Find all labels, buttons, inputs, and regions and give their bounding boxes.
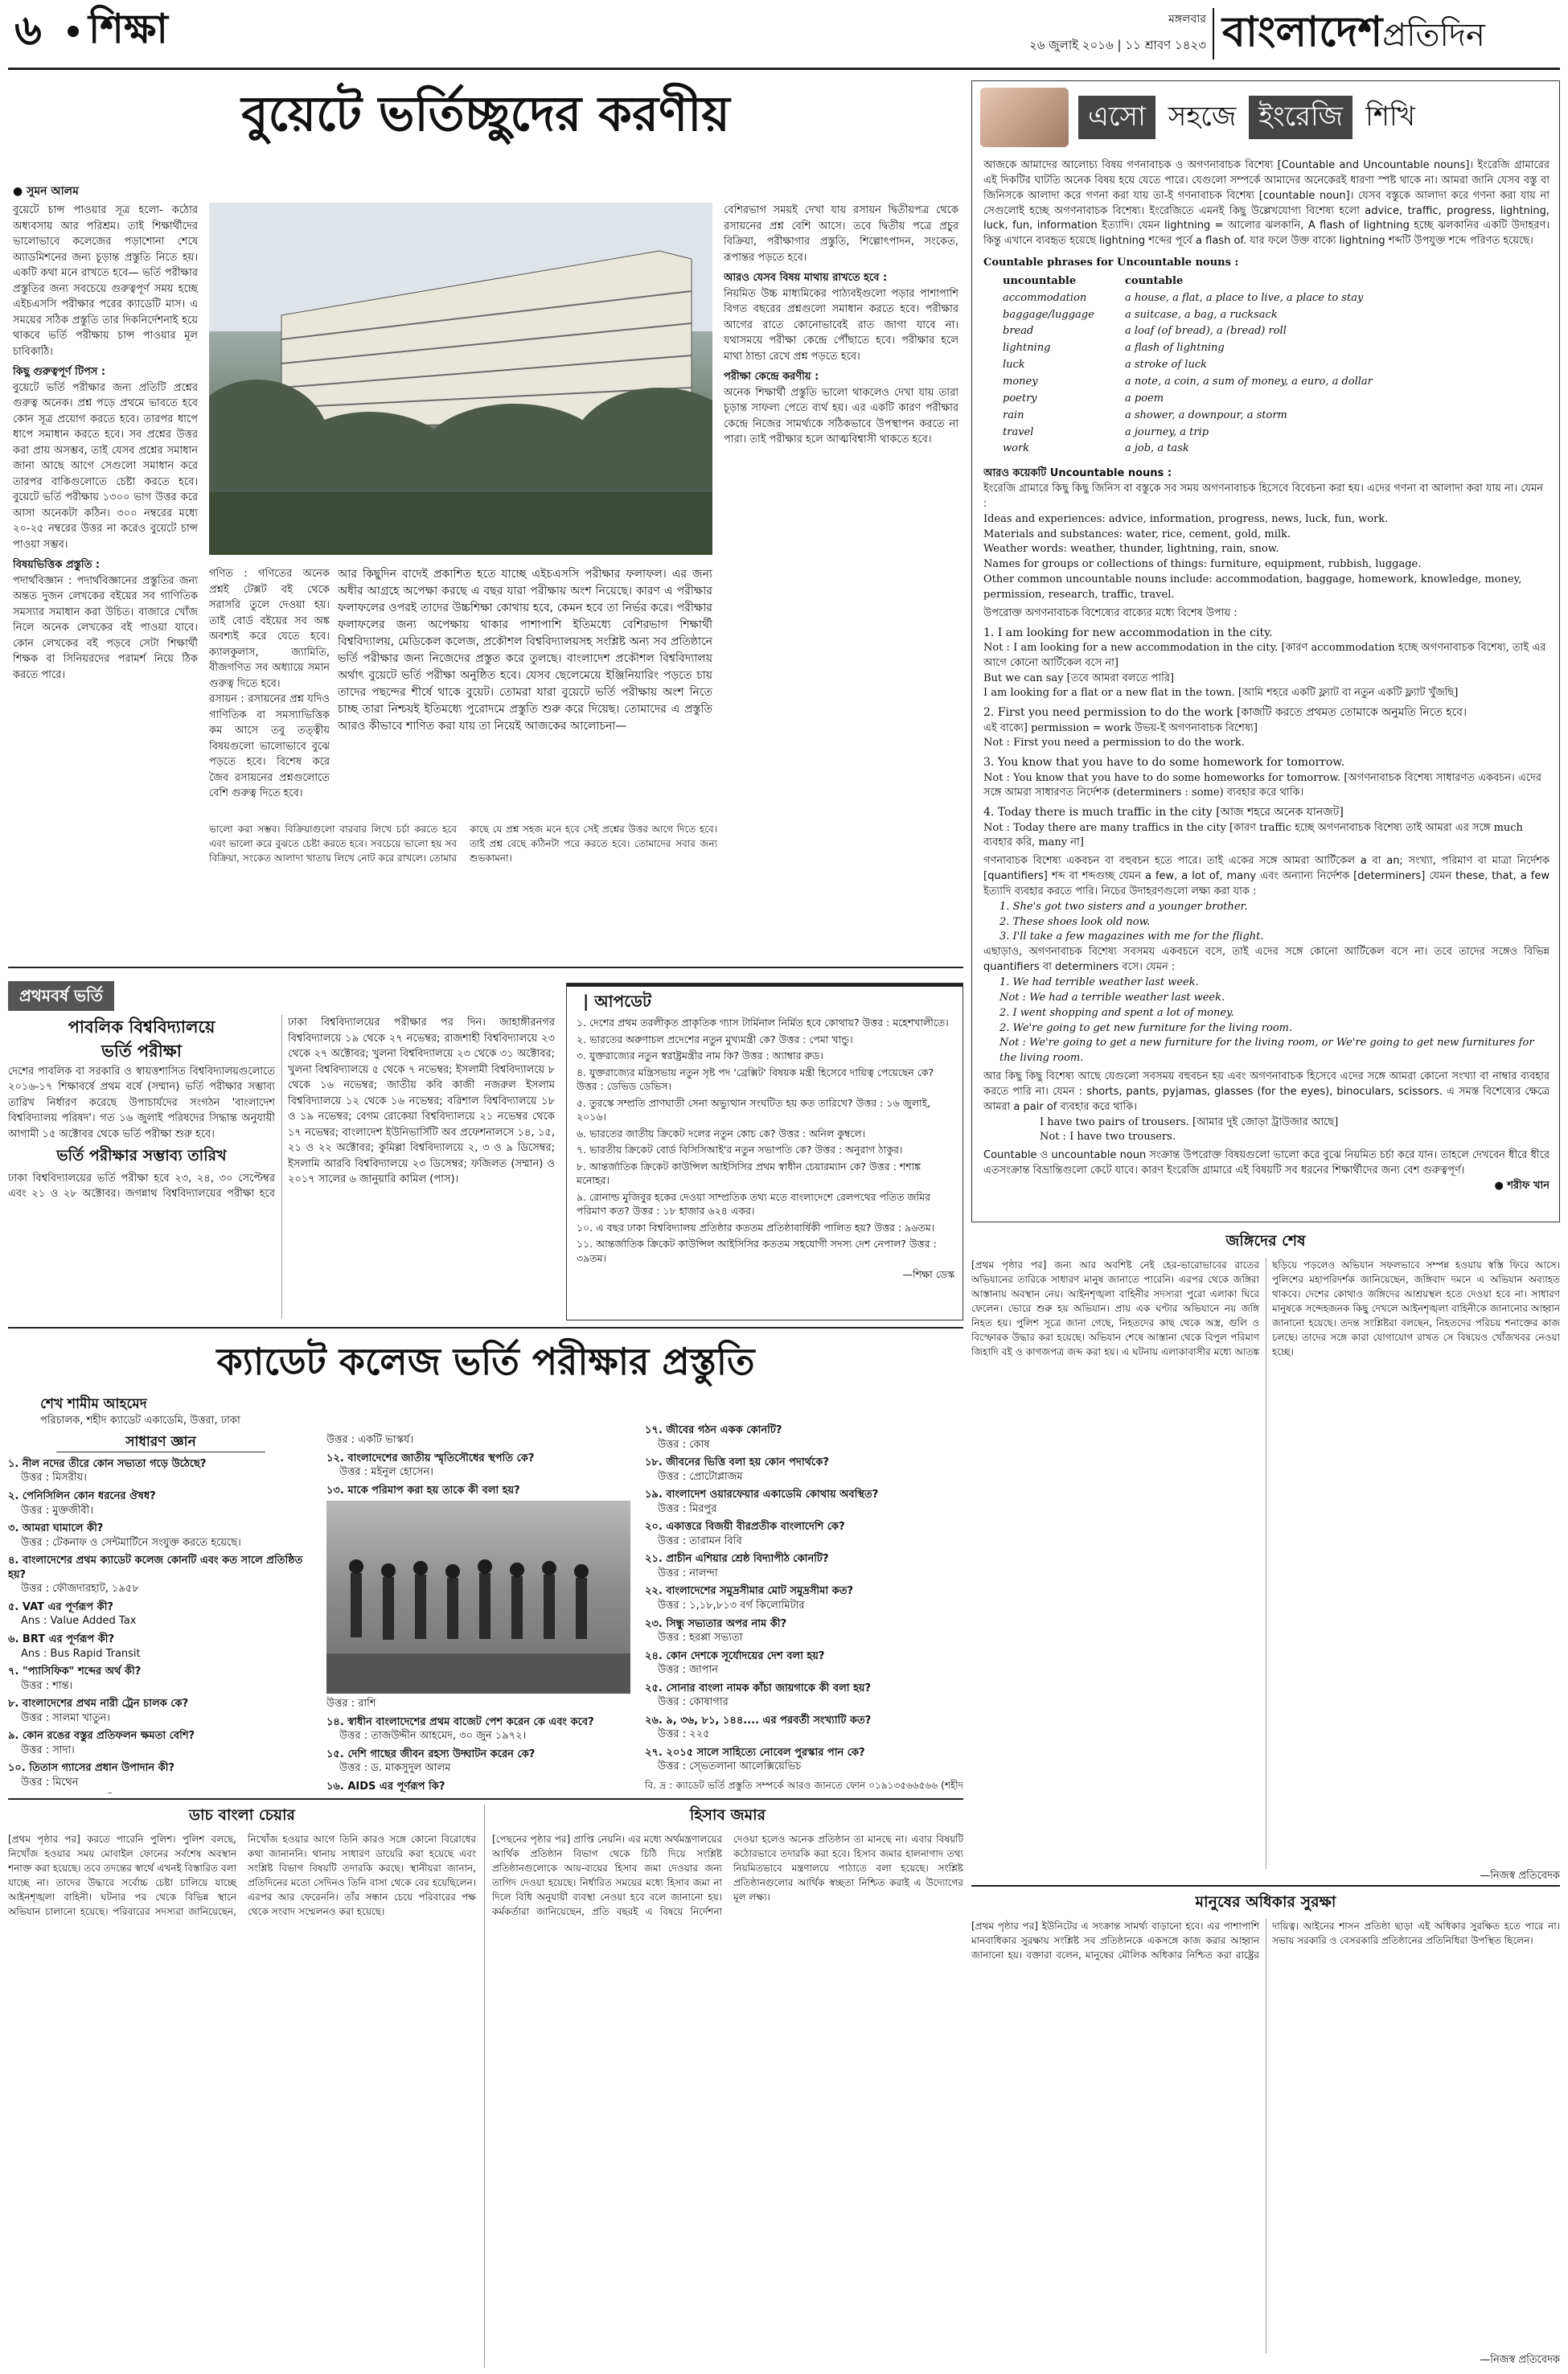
answer: Ans : Bus Rapid Transit	[21, 1647, 141, 1660]
cadet-article	[8, 1327, 963, 1793]
question: ২০. একাত্তরে বিজয়ী বীরপ্রতীক বাংলাদেশি কে?	[645, 1521, 845, 1534]
eng-outro: Countable ও uncountable noun সংক্রান্ত উপরোক্ত বিষয়গুলো ভালো করে বুঝে নিয়মিত চর্চা করে যান। তাহলে দেখবেন ধীরে ধীরে এতসংক্রান্ত বিভ্রান্তিগুলো কেটে যাবে। কারণ ইংরেজি গ্রামারে এই বিষয়টি সব ধরনের শিক্ষার্থীদের জন্য বেশ গুরুত্বপূর্ণ।	[983, 1149, 1550, 1177]
cnt-cell: a suitcase, a bag, a rucksack	[1125, 308, 1278, 321]
materials-line: Materials and substances: water, rice, cement, gold, milk.	[983, 528, 1291, 540]
question: ২৪. কোন দেশকে সূর্যোদয়ের দেশ বলা হয়?	[645, 1649, 825, 1662]
masthead	[0, 0, 1568, 71]
unc-cell: baggage/luggage	[1003, 308, 1094, 321]
list-item: ৪. যুক্তরাজ্যের মন্ত্রিসভায় নতুন সৃষ্ট পদ 'ব্রেক্সিট' বিষয়ক মন্ত্রী হিসেবে দায়িত্ব পেয়েছেন কে? উত্তর : ডেভিড ডেভিস।	[577, 1066, 934, 1092]
english-box-body	[983, 158, 1550, 1217]
list-item: ৩. যুক্তরাজ্যের নতুন স্বরাষ্ট্রমন্ত্রীর নাম কি? উত্তর : অ্যাম্বার রুড।	[577, 1049, 823, 1062]
question: ১. নীল নদের তীরে কোন সভ্যতা গড়ে উঠেছে?	[8, 1457, 207, 1470]
qa-item	[8, 1457, 314, 1485]
qa-item	[645, 1584, 963, 1612]
admission-subhead: ভর্তি পরীক্ষার সম্ভাব্য তারিখ	[56, 1147, 227, 1165]
rights-heading: মানুষের অধিকার সুরক্ষা	[1195, 1893, 1336, 1911]
question: ২৫. সোনার বাংলা নামক কাঁচা জায়গাকে কী বলা হয়?	[645, 1682, 872, 1694]
answer: উত্তর : স্ভেতলানা আলেক্সিয়েভিচ	[658, 1760, 802, 1773]
col-uncountable: uncountable	[1003, 274, 1077, 287]
example-4-not: Not : Today there are many traffics in the city [কারণ traffic হচ্ছে অগণনাবাচক বিশেষ্য তাই আমরা এর সঙ্গে much ব্যবহার করি, many না]	[983, 821, 1523, 849]
example-1-not: Not : I am looking for a new accommodation in the city. [কারণ accommodation হচ্ছে অগণনাবাচক বিশেষ্য, তাই এর আগে কোনো আর্টিকেল বসে না]	[983, 641, 1546, 669]
building-illustration	[209, 203, 712, 555]
unc-cell: accommodation	[1003, 291, 1087, 304]
cnt-cell: a loaf (of bread), a (bread) roll	[1125, 325, 1287, 338]
english-box-header	[972, 81, 1559, 154]
buet-col-1	[13, 203, 198, 943]
unc-cell: work	[1003, 442, 1030, 455]
admission-body	[8, 1015, 555, 1319]
hisab-heading: হিসাব জমার	[689, 1806, 766, 1824]
question: ১৪. স্বাধীন বাংলাদেশের প্রথম বাজেট পেশ করেন কে এবং কবে?	[326, 1715, 594, 1728]
unc-cell: bread	[1003, 325, 1034, 338]
cnt-cell: a journey, a trip	[1125, 425, 1209, 438]
example-1c: I am looking for a flat or a new flat in the town. [আমি শহরে একটি ফ্ল্যাট বা নতুন একটি ফ্ল্যাট খুঁজছি]	[983, 687, 1459, 700]
answer: উত্তর : জাপান	[658, 1664, 718, 1677]
question: ৮. বাংলাদেশের প্রথম নারী ট্রেন চালক কে?	[8, 1698, 189, 1711]
question: ৭. "প্যাসিফিক" শব্দের অর্থ কী?	[8, 1665, 142, 1678]
list-item: ২. ভারতের অরুণাচল প্রদেশের নতুন মুখ্যমন্ত্রী কে? উত্তর : পেমা খান্ডু।	[577, 1033, 853, 1045]
qa-item	[645, 1423, 963, 1452]
qa-item	[8, 1665, 314, 1693]
example-3: 3. You know that you have to do some homework for tomorrow.	[983, 756, 1345, 770]
answer: উত্তর : ১,১৮,৮১৩ বর্গ কিলোমিটার	[658, 1600, 805, 1612]
table-row	[1003, 291, 1377, 306]
hisab-article	[492, 1805, 963, 2368]
table-row	[1003, 375, 1377, 390]
ideas-line: Ideas and experiences: advice, information, progress, news, luck, fun, work.	[983, 512, 1389, 525]
trouser-not: Not : I have two trousers.	[1040, 1131, 1176, 1144]
rights-body: [প্রথম পৃষ্ঠার পর] ইউনিটের এ সংক্রান্ত সামর্থ্য বাড়ানো হবে। এর পাশাপাশি মানবাধিকার সুরক্ষায় সংশ্লিষ্ট সব প্রতিষ্ঠানকে একসঙ্গে কাজ করার আহ্বান জানানো হয়। বক্তারা বলেন, মানুষের মৌলিক অধিকার নিশ্চিত করা রাষ্ট্রের দায়িত্ব। আইনের শাসন প্রতিষ্ঠা ছাড়া এই অধিকার সুরক্ষিত হতে পারে না। সভায় সরকারি ও বেসরকারি প্রতিষ্ঠানের প্রতিনিধিরা উপস্থিত ছিলেন।	[971, 1920, 1560, 1961]
unc-cell: rain	[1003, 409, 1024, 421]
banner-word-3: ইংরেজি	[1249, 96, 1353, 138]
example-2: 2. First you need permission to do the work [কাজটি করতে প্রথমত তোমাকে অনুমতি নিতে হবে।	[983, 706, 1467, 720]
question: ১৯. বাংলাদেশ ওয়ারফেয়ার একাডেমি কোথায় অবস্থিত?	[645, 1489, 879, 1501]
answer: উত্তর : ফৌজদারহাট, ১৯৫৮	[21, 1583, 139, 1596]
answer: উত্তর : মিসরীয়।	[21, 1472, 87, 1485]
eng-intro: আজকে আমাদের আলোচ্য বিষয় গণনাবাচক ও অগণনাবাচক বিশেষ্য [Countable and Uncountable nouns]। ইংরেজি গ্রামারের এই দিকটির ঘাটতি অনেক বিষয় হয়ে যেতে পারে। যেগুলো সম্পর্কে আমাদের অনেকেরই ধারণা স্পষ্ট থাকে না। আমরা জানি যেসব বস্তু বা জিনিসকে আলাদা করে গণনা করা যায় তা-ই গণনাবাচক বিশেষ্য [countable noun]। যেসব বস্তুকে আলাদা করে গণনা করা যায় না সেগুলোই হচ্ছে অগণনাবাচক বিশেষ্য। ইংরেজিতে এমনই কিছু উল্লেখযোগ্য বিশেষ্য হলো advice, traffic, progress, lightning, luck, fun, information ইত্যাদি। যেমন lightning = আলোর ঝলকানি, A flash of lightning হচ্ছে ঝলকানির একটি উদাহরণ। কিন্তু এখানে ব্যবহৃত হয়েছে lightning শব্দের পূর্বে a flash of. যার ফলে উক্ত বাক্যে lightning শব্দটি উপযুক্ত শব্দে পরিণত হয়েছে।	[983, 159, 1550, 248]
answer: উত্তর : একটি ভাস্কর্য।	[326, 1434, 414, 1446]
cnt-cell: a flash of lightning	[1125, 342, 1225, 355]
qa-item	[8, 1522, 314, 1550]
c3-note: এছাড়াও, অগণনাবাচক বিশেষ্য সবসময় একবচনে বসে, তাই এদের সঙ্গে কোনো আর্টিকেল বসে না। তবে তাদের সঙ্গেও বিভিন্ন quantifiers বা determiners বসে। যেমন :	[983, 946, 1550, 974]
buet-building-photo	[209, 203, 712, 555]
qa-item	[8, 1761, 314, 1789]
table-row	[1003, 308, 1377, 323]
trouser-example: I have two pairs of trousers. [আমার দুই জোড়া ট্রাউজার আছে]	[1040, 1115, 1339, 1128]
student-avatar	[980, 88, 1069, 147]
answer: উত্তর : কোষ	[658, 1438, 710, 1451]
names-line: Names for groups or collections of things: furniture, equipment, rubbish, luggage.	[983, 558, 1422, 571]
question: ৯. কোন রঙের বস্তুর প্রতিফলন ক্ষমতা বেশি?	[8, 1730, 195, 1743]
cadet-col-2	[326, 1433, 632, 1793]
exam-heading: পরীক্ষা কেন্দ্রে করণীয় :	[724, 371, 819, 383]
cadet-col-1	[8, 1433, 314, 1793]
list-item: ৯. রোনাল্ড মুজিবুর হকের দেওয়া সাম্প্রতিক তথ্য মতে বাংলাদেশে রেলপথের পতিত জমির পরিমাণ কত? উত্তর : ১৮ হাজার ৬২৪ একর।	[577, 1190, 930, 1217]
c-example-4: 1. We had terrible weather last week.	[999, 976, 1199, 988]
example-1b: But we can say [তবে আমরা বলতে পারি]	[983, 672, 1175, 684]
question: ৩. আমরা ঘামালে কী?	[8, 1522, 104, 1535]
other-line: Other common uncountable nouns include: accommodation, baggage, homework, knowledge, money, permission, research, traffic, travel.	[983, 573, 1522, 601]
masthead-rule	[8, 68, 1560, 70]
answer: উত্তর : শান্ত।	[21, 1679, 73, 1692]
usage-note: উপরোক্ত অগণনাবাচক বিশেষ্যের বাক্যের মধ্যে বিশেষ উপায় :	[983, 606, 1238, 619]
answer: উত্তর : টেকনাফ ও সেন্টমার্টিনে সংযুক্ত করতে হয়েছে।	[21, 1536, 241, 1549]
issue-date: ২৬ জুলাই ২০১৬ | ১১ শ্রাবণ ১৪২৩	[1028, 38, 1206, 52]
banner-word-4: শিখি	[1365, 101, 1416, 133]
buet-lead: আর কিছুদিন বাদেই প্রকাশিত হতে যাচ্ছে এইচএসসি পরীক্ষার ফলাফল। এর জন্য অধীর আগ্রহে অপেক্ষা করছে এ বছর যারা পরীক্ষায় অংশ নিয়েছে। কারণ এ পরীক্ষার ফলাফলের ওপরই তাদের উচ্চশিক্ষা কোথায় হবে, কেমন হবে তা নির্ভর করে। পরীক্ষার ফলাফলের জন্য অপেক্ষায় থাকার পাশাপাশি ইতিমধ্যে বেশিরভাগ শিক্ষার্থী বিশ্ববিদ্যালয়, মেডিকেল কলেজ, প্রকৌশল বিশ্ববিদ্যালয়সহ সংশ্লিষ্ট অন্য সব প্রতিষ্ঠানে ভর্তি পরীক্ষার জন্য নিজেদের প্রস্তুত করে তুলছে। বাংলাদেশ প্রকৌশল বিশ্ববিদ্যালয় অর্থাৎ বুয়েটে ভর্তি পরীক্ষা অনুষ্ঠিত হবে। যেসব ছেলেমেয়ে ইঞ্জিনিয়ারিং পড়তে চায় তাদের পছন্দের শীর্ষে থাকে বুয়েট। তোমরা যারা বুয়েটে ভর্তি পরীক্ষায় অংশ নিতে চাচ্ছ তারা নিশ্চয়ই ইতিমধ্যে পুরোদমে প্রস্তুতি শুরু করে দিয়েছ। তোমাদের এ প্রস্তুতি আরও কীভাবে শাণিত করা যায় তা নিয়েই আজকের আলোচনা—	[338, 568, 712, 733]
parade-illustration	[326, 1501, 630, 1694]
update-tag: | আপডেট	[583, 992, 651, 1011]
more-intro: ইংরেজি গ্রামারে কিছু কিছু জিনিস বা বস্তুকে সব সময় অগণনাবাচক হিসেবে বিবেচনা করা হয়। এদের গণনা বা আলাদা করা যায় না। যেমন :	[983, 483, 1544, 510]
update-box	[566, 983, 963, 1320]
example-1: 1. I am looking for new accommodation in the city.	[983, 626, 1273, 639]
question: ১৬. AIDS এর পূর্ণরূপ কি?	[326, 1780, 445, 1793]
question: ১২. বাংলাদেশের জাতীয় স্মৃতিসৌধের স্থপতি কে?	[326, 1452, 535, 1464]
daak-heading: ডাচ বাংলা চেয়ার	[188, 1806, 296, 1824]
c-example-5: 2. I went shopping and spent a lot of money.	[999, 1006, 1234, 1019]
phrases-heading: Countable phrases for Uncountable nouns :	[983, 257, 1239, 269]
cadet-headline: ক্যাডেট কলেজ ভর্তি পরীক্ষার প্রস্তুতি	[216, 1340, 755, 1383]
question: ২২. বাংলাদেশের সমুদ্রসীমার মোট সমুদ্রসীমা কত?	[645, 1585, 854, 1598]
question: ২৬. ৯, ৩৬, ৮১, ১৪৪.... এর পরবর্তী সংখ্যাটি কত?	[645, 1714, 872, 1727]
question: ১৮. জীবনের ভিত্তি বলা হয় কোন পদার্থকে?	[645, 1456, 829, 1469]
update-tag-text: আপডেট	[594, 992, 651, 1011]
example-4: 4. Today there is much traffic in the city [আজ শহরে অনেক যানজট]	[983, 806, 1344, 819]
rights-article	[971, 1891, 1560, 2366]
qa-item	[645, 1456, 963, 1484]
table-row	[1003, 392, 1377, 407]
c-example-4-not: Not : We had a terrible weather last week.	[999, 991, 1225, 1004]
answer: উত্তর : ড. মাকসুদুল আলম	[339, 1762, 451, 1775]
paper-name-suffix: প্রতিদিন	[1382, 17, 1485, 54]
column-divider	[484, 1805, 485, 2368]
cnt-cell: a shower, a downpour, a storm	[1125, 409, 1287, 421]
answer: উত্তর : হরপ্পা সভ্যতা	[658, 1632, 743, 1645]
question: ২৭. ২০১৫ সালে সাহিত্যে নোবেল পুরস্কার পান কে?	[645, 1746, 865, 1759]
unc-cell: travel	[1003, 425, 1034, 438]
c-example-2: 2. These shoes look old now.	[999, 915, 1151, 928]
c-example-6: 2. We're going to get new furniture for the living room.	[999, 1021, 1293, 1034]
physics-text: পদার্থবিজ্ঞান : পদার্থবিজ্ঞানের প্রস্তুতির জন্য অন্তত দুজন লেখকের বইয়ের সব গাণিতিক সমস্যার সমাধান করা উচিত। বাজারে খোঁজ নিলে অনেক লেখকের বই পাওয়া যাবে। কোন লেখকের বই পড়বে সেটা শিক্ষার্থী শিক্ষক বা সিনিয়রদের পরামর্শ নিয়ে ঠিক করতে পারে।	[13, 574, 198, 681]
table-row	[1003, 358, 1377, 373]
question: ৫. VAT এর পূর্ণরূপ কী?	[8, 1600, 113, 1613]
tips-text: বুয়েটে ভর্তি পরীক্ষার জন্য প্রতিটি প্রশ্নের গুরুত্ব অনেক। প্রশ্ন পড়ে প্রথমে ভাবতে হবে কোন সূত্র প্রয়োগ করতে হবে। তারপর ধাপে ধাপে সমাধান করতে হবে। সব প্রশ্নের উত্তর করা প্রায় অসম্ভব, তাই যেসব প্রশ্নের সমাধান জানা আছে আগে সেগুলো সমাধান করে তারপর বাকিগুলোতে চেষ্টা করতে হবে। বুয়েটে ভর্তি পরীক্ষায় ১৩০০ ভাগ উত্তর করে আসা অনেকটা কঠিন। ৩০০ নম্বরের মধ্যে ২০-২৫ নম্বরের উত্তর না করেও বুয়েটে চান্স পাওয়া সম্ভব।	[13, 381, 198, 551]
author-name: শরীফ খান	[1507, 1179, 1550, 1192]
buet-bottom-rule	[8, 967, 963, 968]
cadet-author: শেখ শামীম আহমেদ	[40, 1396, 147, 1412]
question: ২৩. সিন্ধু সভ্যতার অপর নাম কী?	[645, 1617, 787, 1630]
lower-left-rule	[8, 1798, 963, 1800]
admission-article	[8, 981, 555, 1319]
qa-item	[645, 1682, 963, 1710]
table-row	[1003, 324, 1377, 339]
qa-item	[645, 1714, 963, 1742]
answer: উত্তর : ২২৫	[658, 1728, 710, 1741]
list-item: ৮. আন্তর্জাতিক ক্রিকেট কাউন্সিল আইসিসির প্রথম স্বাধীন চেয়ারম্যান কে? উত্তর : শশাঙ্ক মনোহর।	[577, 1160, 921, 1186]
buet-headline: বুয়েটে ভর্তিচ্ছুদের করণীয়	[241, 86, 730, 142]
buet-byline: ● সুমন আলম	[13, 185, 79, 198]
page-number: ৬	[14, 6, 42, 55]
countable-note: গণনাবাচক বিশেষ্য একবচন বা বহুবচন হতে পারে। তাই একের সঙ্গে আমরা আর্টিকেল a বা an; সংখ্যা, পরিমাণ বা মাত্রা নির্দেশক [quantifiers] শব্দ বা শব্দগুচ্ছ যেমন a few, a lot of, many এবং অন্যান্য নির্দেশক [determiners] যেমন these, that, a few ইত্যাদি ব্যবহার করতে পারি। নিচের উদাহরণগুলো লক্ষ্য করা যাক :	[983, 855, 1550, 897]
answer: উত্তর : মুক্তজীবী।	[21, 1504, 94, 1517]
issue-day: মঙ্গলবার	[1168, 13, 1206, 26]
question: ১৭. জীবের গঠন একক কোনটি?	[645, 1424, 782, 1436]
buet-col-2	[209, 566, 330, 815]
jongi-article	[971, 1230, 1560, 1882]
answer: উত্তর : সালমা খাতুন।	[21, 1711, 110, 1724]
qa-item	[645, 1746, 963, 1774]
gk-heading: সাধারণ জ্ঞান	[56, 1433, 265, 1452]
list-item: ১০. এ বছর ঢাকা বিশ্ববিদ্যালয় প্রতিষ্ঠার কততম প্রতিষ্ঠাবার্ষিকী পালিত হয়? উত্তর : ৯৬তম।	[577, 1221, 935, 1234]
buet-article	[8, 74, 963, 997]
answer: উত্তর : মিরপুর	[658, 1502, 717, 1515]
update-top-rule	[567, 984, 963, 987]
question: ১৫. দেশি গাছের জীবন রহস্য উদ্ঘাটন করেন কে?	[326, 1748, 536, 1760]
list-item: ৭. ভারতীয় ক্রিকেট বোর্ড বিসিসিআই'র নতুন সভাপতি কে? উত্তর : অনুরাগ ঠাকুর।	[577, 1144, 903, 1156]
tips-heading: কিছু গুরুত্বপূর্ণ টিপস :	[13, 366, 106, 378]
unc-cell: lightning	[1003, 342, 1051, 355]
buet-bottom: ভালো করা সম্ভব। বিক্রিয়াগুলো বারবার লিখে চর্চা করতে হবে এবং ভালো করে বুঝতে চেষ্টা করতে হবে। সবচেয়ে ভালো হয় সব বিক্রিয়া, সংকেত আলাদা খাতায় লিখে নোট করে রাখলে। তোমার কাছে যে প্রশ্ন সহজ মনে হবে সেই প্রশ্নের উত্তর আগে দিতে হবে। তাই প্রশ্ন বেছে কঠিনটা পরে করতে হবে। তোমাদের সবার জন্য শুভকামনা।	[209, 824, 717, 864]
table-row	[1003, 425, 1377, 441]
cnt-cell: a house, a flat, a place to live, a place to stay	[1125, 291, 1364, 304]
admission-head-2: ভর্তি পরীক্ষা	[101, 1041, 182, 1062]
list-item: ৫. তুরস্কে সম্প্রতি প্রাণঘাতী সেনা অভ্যুত্থান সংঘটিত হয় কত তারিখে? উত্তর : ১৬ জুলাই, ২০১৬।	[577, 1096, 931, 1123]
example-2-not: Not : First you need a permission to do the work.	[983, 737, 1245, 750]
update-list	[577, 1016, 954, 1316]
c-example-6-not: Not : We're going to get a new furniture for the living room, or We're going to get new furnitures for the living room.	[999, 1037, 1534, 1065]
cnt-cell: a stroke of luck	[1125, 359, 1207, 372]
cnt-cell: a poem	[1125, 392, 1164, 405]
cadet-col-3	[645, 1423, 963, 1793]
paper-name: বাংলাদেশ	[1222, 8, 1383, 56]
admission-head-1: পাবলিক বিশ্ববিদ্যালয়ে	[68, 1017, 215, 1037]
buet-col-3	[724, 203, 958, 943]
answer: উত্তর : প্রোটোপ্লাজম	[658, 1470, 743, 1483]
phrases-table	[1001, 273, 1379, 458]
remember-text: নিয়মিত উচ্চ মাধ্যমিকের পাঠ্যবইগুলো পড়ার পাশাপাশি বিগত বছরের প্রশ্নগুলো সমাধান করতে হবে। পরীক্ষার আগের রাতে কোনোভাবেই রাত জাগা যাবে না। যথাসময়ে পরীক্ষা কেন্দ্রে পৌঁছাতে হবে। পরীক্ষার হলে মাথা ঠান্ডা রেখে প্রশ্ন পড়তে হবে।	[724, 287, 958, 363]
english-box	[971, 80, 1560, 1222]
eng-author: ● শরীফ খান	[1494, 1179, 1550, 1192]
qa-item	[8, 1729, 314, 1757]
paper-logo	[1222, 3, 1560, 64]
exam-text: অনেক শিক্ষার্থী প্রস্তুতি ভালো থাকলেও দেখা যায় তারা চূড়ান্ত সাফল্য পেতে ব্যর্থ হয়। এর একটি কারণ পরীক্ষার কেন্দ্রে নিজের সামর্থ্যকে সঠিকভাবে উপস্থাপন করতে না পারা। তাই পরীক্ষার হলে আত্মবিশ্বাসী থাকতে হবে।	[724, 386, 958, 446]
qa-item	[645, 1552, 963, 1580]
answer: Ans : Value Added Tax	[21, 1615, 137, 1628]
banner-word-2: সহজে	[1168, 101, 1237, 133]
answer: উত্তর : নালন্দা	[658, 1567, 718, 1579]
math-text: গণিত : গণিতের অনেক প্রশ্নই টেক্সট বই থেকে সরাসরি তুলে দেওয়া হয়। তাই বোর্ড বইয়ের সব অঙ্ক অবশ্যই করে যেতে হবে। ক্যালকুলাস, জ্যামিতি, বীজগণিত সব অধ্যায়ে সমান গুরুত্ব দিতে হবে।	[209, 568, 330, 690]
question: ২. পেনিসিলিন কোন ধরনের ঔষধ?	[8, 1490, 156, 1503]
cnt-cell: a job, a task	[1125, 442, 1189, 455]
question: ৪. বাংলাদেশের প্রথম ক্যাডেট কলেজ কোনটি এবং কত সালে প্রতিষ্ঠিত হয়?	[8, 1555, 303, 1581]
hisab-body: [পেছনের পৃষ্ঠার পর] প্রাপ্তি নেয়নি। এর মধ্যে অর্থমন্ত্রণালয়ের আর্থিক প্রতিষ্ঠান বিভাগ থেকে চিঠি দিয়ে সংশ্লিষ্ট প্রতিষ্ঠানগুলোকে আয়-ব্যয়ের হিসাব জমা দেওয়ার জন্য তাগিদ দেওয়া হয়েছে। নির্ধারিত সময়ের মধ্যে হিসাব জমা না দিলে বিধি অনুযায়ী ব্যবস্থা নেওয়া হবে বলে জানানো হয়। কর্মকর্তারা জানিয়েছেন, প্রতি বছরই এ বিষয়ে নির্দেশনা দেওয়া হলেও অনেক প্রতিষ্ঠান তা মানছে না। এবার বিষয়টি কঠোরভাবে তদারকি করা হবে। হিসাব জমার হালনাগাদ তথ্য নিয়মিতভাবে মন্ত্রণালয়ে পাঠাতে বলা হয়েছে। সংশ্লিষ্ট প্রতিষ্ঠানগুলোর আর্থিক স্বচ্ছতা নিশ্চিত করাই এ উদ্যোগের মূল লক্ষ্য।	[492, 1833, 963, 1917]
daak-body: [প্রথম পৃষ্ঠার পর] করতে পারেনি পুলিশ। পুলিশ বলছে, নিখোঁজ হওয়ার সময় মোবাইল ফোনের সর্বশেষ অবস্থান শনাক্ত করা হয়েছে। তবে তদন্তের স্বার্থে এখনই বিস্তারিত বলা যাচ্ছে না। তাদের উদ্ধারে সর্বোচ্চ চেষ্টা চালিয়ে যাচ্ছে আইনশৃঙ্খলা বাহিনী। ঘটনার পর থেকে বিভিন্ন স্থানে অভিযান চালানো হয়েছে। পরিবারের সদস্যরা জানিয়েছেন, নিখোঁজ হওয়ার আগে তিনি কারও সঙ্গে কোনো বিরোধের কথা জানাননি। থানায় সাধারণ ডায়েরি করা হয়েছে এবং সংশ্লিষ্ট বিভাগ বিষয়টি তদারকি করছে। স্থানীয়রা জানান, প্রতিদিনের মতো সেদিনও তিনি বাসা থেকে বের হয়েছিলেন। এরপর আর ফেরেননি। তাঁর সন্ধান চেয়ে পরিবারের পক্ষ থেকে সংবাদ সম্মেলনও করা হয়েছে।	[8, 1833, 476, 1917]
more-heading: আরও কয়েকটি Uncountable nouns :	[983, 467, 1172, 480]
question: ২১. প্রাচীন এশিয়ার শ্রেষ্ঠ বিদ্যাপীঠ কোনটি?	[645, 1553, 829, 1566]
jongi-body: [প্রথম পৃষ্ঠার পর] জন্য আর অবশিষ্ট নেই হের-ভারোভাবের রাতের অভিযানের তারিকে সাধারণ মানুষ জানাতে পারেনি। এরপর থেকে জঙ্গিরা আস্তানায় অবস্থান নেয়। আইনশৃঙ্খলা বাহিনীর সদস্যরা পুরো এলাকা ঘিরে ফেলেন। ভোরে শুরু হয় অভিযান। প্রায় এক ঘণ্টার অভিযানে নয় জঙ্গি নিহত হয়। পুলিশ সূত্রে জানা গেছে, নিহতদের কাছ থেকে অস্ত্র, গুলি ও বিস্ফোরক উদ্ধার করা হয়েছে। অভিযান শেষে আস্তানা থেকে বিপুল পরিমাণ জিহাদি বই ও কাগজপত্র জব্দ করা হয়। এ ঘটনায় এলাকাবাসীর মধ্যে আতঙ্ক ছড়িয়ে পড়লেও অভিযান সফলভাবে সম্পন্ন হওয়ায় স্বস্তি ফিরে আসে। পুলিশের মহাপরিদর্শক জানিয়েছেন, জঙ্গিবাদ দমনে এ অভিযান অব্যাহত থাকবে। দেশের কোথাও জঙ্গিদের আশ্রয়স্থল হতে দেওয়া হবে না। সাধারণ মানুষকে সন্দেহজনক কিছু দেখলে আইনশৃঙ্খলা বাহিনীকে জানানোর আহ্বান জানানো হয়েছে। তদন্ত সংশ্লিষ্টরা বলছেন, নিহতদের পরিচয় শনাক্তের কাজ চলছে। তাদের সঙ্গে কারা যোগাযোগ রাখত সে বিষয়েও খোঁজখবর নেওয়া হচ্ছে।	[971, 1259, 1560, 1357]
chem-extra: বেশিরভাগ সময়ই দেখা যায় রসায়ন দ্বিতীয়পত্র থেকে রসায়নের প্রশ্ন বেশি আসে। তবে দ্বিতীয় পত্রে প্রচুর বিক্রিয়া, পরীক্ষাগার প্রস্তুতি, শিল্পোৎপাদন, সংকেত, রূপান্তর পড়তে হবে।	[724, 204, 958, 264]
admission-p2: ঢাকা বিশ্ববিদ্যালয়ের ভর্তি পরীক্ষা হবে ২৩, ২৪, ৩০ সেপ্টেম্বর এবং ২১ ও ২৮ অক্টোবর। জগন্নাথ বিশ্ববিদ্যালয়ের পরীক্ষা হবে ঢাকা বিশ্ববিদ্যালয়ের পরীক্ষার পর দিন। জাহাঙ্গীরনগর বিশ্ববিদ্যালয়ে ১৯ থেকে ২৭ নভেম্বর; রাজশাহী বিশ্ববিদ্যালয়ে ২৩ থেকে ২৭ অক্টোবর; খুলনা বিশ্ববিদ্যালয়ে ২৩ থেকে ৩১ অক্টোবর; খুলনা বিশ্ববিদ্যালয়ে ৫ থেকে ৭ নভেম্বর; ইসলামী বিশ্ববিদ্যালয়ে ৮ থেকে ১৬ নভেম্বর; জাতীয় কবি কাজী নজরুল ইসলাম বিশ্ববিদ্যালয়ে ১২ থেকে ১৬ নভেম্বর; বরিশাল বিশ্ববিদ্যালয়ে ১৮ ও ১৯ নভেম্বর; বেগম রোকেয়া বিশ্ববিদ্যালয়ে ২১ নভেম্বর থেকে ১৭ নভেম্বর; বাংলাদেশ ইউনিভার্সিটি অব প্রফেশনালসে ১৪, ১৫, ২১ ও ২২ অক্টোবর; কুমিল্লা বিশ্ববিদ্যালয়ে ২, ৩ ও ৯ ডিসেম্বর; ইসলামি আরবি বিশ্ববিদ্যালয়ে ২৩ ডিসেম্বর; ফজিলত (সম্মান) ও ২০১৭ সালের ৬ জানুয়ারি কামিল (পাস)।	[8, 1017, 555, 1201]
byline-text: সুমন আলম	[27, 185, 79, 198]
cadet-contact: বি. দ্র : ক্যাডেট ভর্তি প্রস্তুতি সম্পর্কে আরও জানতে ফোন ০১৯১৩৫৬৬৫৬৬ (শহীদ	[645, 1780, 963, 1792]
qa-item	[645, 1488, 963, 1516]
jongi-credit: —নিজস্ব প্রতিবেদক	[1480, 1869, 1560, 1882]
unc-cell: poetry	[1003, 392, 1037, 405]
banner-word-1: এসো	[1078, 96, 1155, 138]
answer: উত্তর : সাদা।	[21, 1744, 75, 1756]
qa-item	[645, 1649, 963, 1678]
qa-item	[8, 1697, 314, 1725]
bullet-dot	[68, 26, 79, 37]
buet-intro: বুয়েটে চান্স পাওয়ার সূত্র হলো- কঠোর অধ্যবসায় আর পরিশ্রম। তাই শিক্ষার্থীদের ভালোভাবে কলেজের পড়াশোনা শেষে অ্যাডমিশনের জন্য চূড়ান্ত প্রস্তুতি নিতে হয়। একটি কথা মনে রাখতে হবে— ভর্তি পরীক্ষার প্রস্তুতির জন্য সবচেয়ে গুরুত্বপূর্ণ সময় হচ্ছে এইচএসসি পরীক্ষার পরের ক্যাডেটি মাস। এ সময়ের সঠিক প্রস্তুতি তার দিকনির্দেশনাই হয়ে থাকবে ভর্তি পরীক্ষায় চান্স পাওয়ার মূল চাবিকাঠি।	[13, 204, 198, 358]
table-row	[1003, 442, 1377, 457]
c-example-3: 3. I'll take a few magazines with me for the flight.	[999, 930, 1264, 943]
cadet-parade-photo	[326, 1501, 630, 1694]
pairs-note: আর কিছু কিছু বিশেষ্য আছে যেগুলো সবসময় বহুবচন হয় এবং অগণনাবাচক হিসেবে এদের সঙ্গে আমরা কোনো সংখ্যা বা নাম্বার ব্যবহার করতে পারি না। যেমন : shorts, pants, pyjamas, glasses (for the eyes), binoculars, scissors. এ সমস্ত বিশেষ্যের ক্ষেত্রে আমরা a pair of ব্যবহার করে থাকি।	[983, 1070, 1550, 1113]
cadet-affil: পরিচালক, শহীদ ক্যাডেট একাডেমি, উত্তরা, ঢাকা	[40, 1415, 240, 1427]
daak-article	[8, 1805, 476, 2368]
cadet-top-rule	[8, 1327, 963, 1329]
masthead-divider	[1213, 8, 1214, 60]
qa-item	[8, 1554, 314, 1596]
unc-cell: luck	[1003, 359, 1025, 372]
weather-line: Weather words: weather, thunder, lightning, rain, snow.	[983, 543, 1279, 556]
admission-tag: প্রথমবর্ষ ভর্তি	[8, 981, 114, 1011]
col-countable: countable	[1125, 274, 1184, 287]
cnt-cell: a note, a coin, a sum of money, a euro, a dollar	[1125, 375, 1373, 388]
chem-text: রসায়ন : রসায়নের প্রশ্ন যদিও গাণিতিক বা সমস্যাভিত্তিক কম আসে তবু তত্ত্বীয় বিষয়গুলো ভালোভাবে বুঝে পড়তে হবে। বিশেষ করে জৈব রসায়নের প্রশ্নগুলোতে বেশি গুরুত্ব দিতে হবে।	[209, 693, 330, 799]
answer: উত্তর : তারামন বিবি	[658, 1534, 742, 1547]
table-row	[1003, 409, 1377, 424]
question: ১০. তিতাস গ্যাসের প্রধান উপাদান কী?	[8, 1762, 175, 1775]
list-item: ৬. ভারতের জাতীয় ক্রিকেট দলের নতুন কোচ কে? উত্তর : অনিল কুম্বলে।	[577, 1127, 866, 1140]
list-item: ১. দেশের প্রথম তরলীকৃত প্রাকৃতিক গ্যাস টার্মিনাল নির্মিত হবে কোথায়? উত্তর : মহেশখালীতে।	[577, 1017, 949, 1029]
qa-item	[8, 1633, 314, 1661]
answer: উত্তর : কোষাগার	[658, 1696, 729, 1709]
question: ১৩. মাকে পরিমাপ করা হয় তাকে কী বলা হয়?	[326, 1484, 520, 1497]
admission-p1: দেশের পাবলিক বা সরকারি ও স্বায়ত্তশাসিত বিশ্ববিদ্যালয়গুলোতে ২০১৬-১৭ শিক্ষাবর্ষে প্রথম বর্ষে (সম্মান) ভর্তি পরীক্ষার সম্ভাব্য তারিখ নির্ধারণ করেছে উপাচার্যদের সংগঠন 'বাংলাদেশ বিশ্ববিদ্যালয় পরিষদ'। গত ১৬ জুলাই পরিষদের সিদ্ধান্ত অনুযায়ী আগামী ১৫ অক্টোবর থেকে ভর্তি পরীক্ষা শুরু হবে।	[8, 1065, 275, 1140]
question: ৬. BRT এর পূর্ণরূপ কী?	[8, 1633, 115, 1645]
qa-item	[8, 1489, 314, 1518]
jongi-heading: জঙ্গিদের শেষ	[1225, 1232, 1306, 1250]
answer: উত্তর : মইনুল হোসেন।	[339, 1466, 433, 1479]
c-example-1: 1. She's got two sisters and a younger brother.	[999, 900, 1248, 913]
example-2-note: এই বাক্যে] permission = work উভয়-ই অগণনাবাচক বিশেষ্য]	[983, 721, 1258, 734]
remember-heading: আরও যেসব বিষয় মাথায় রাখতে হবে :	[724, 272, 888, 284]
unc-cell: money	[1003, 375, 1038, 388]
qa-item	[8, 1600, 314, 1629]
qa-item	[645, 1617, 963, 1645]
qa-item	[645, 1520, 963, 1548]
example-3-not: Not : You know that you have to do some homeworks for tomorrow. [অগণনাবাচক বিশেষ্য সাধারণত একবচন। এদের সঙ্গে আমরা সাধারণত নির্দেশক (determiners : some) ব্যবহার করে থাকি।	[983, 771, 1541, 799]
rights-top-rule	[971, 1885, 1560, 1887]
table-row	[1003, 341, 1377, 356]
list-item: ১১. আন্তর্জাতিক ক্রিকেট কাউন্সিল আইসিসির কততম সহযোগী সদস্য দেশ নেপাল? উত্তর : ৩৯তম।	[577, 1238, 937, 1264]
section-name: শিক্ষা	[88, 6, 168, 52]
answer: উত্তর : মিথেন	[21, 1776, 79, 1789]
subject-heading: বিষয়ভিত্তিক প্রস্তুতি :	[13, 559, 101, 571]
answer: উত্তর : তাজউদ্দীন আহমেদ, ৩০ জুন ১৯৭২।	[339, 1730, 527, 1743]
update-credit: —শিক্ষা ডেস্ক	[902, 1268, 954, 1280]
banner	[1078, 94, 1420, 141]
rights-credit: —নিজস্ব প্রতিবেদক	[1480, 2353, 1560, 2366]
answer: উত্তর : রাশি	[326, 1698, 376, 1711]
